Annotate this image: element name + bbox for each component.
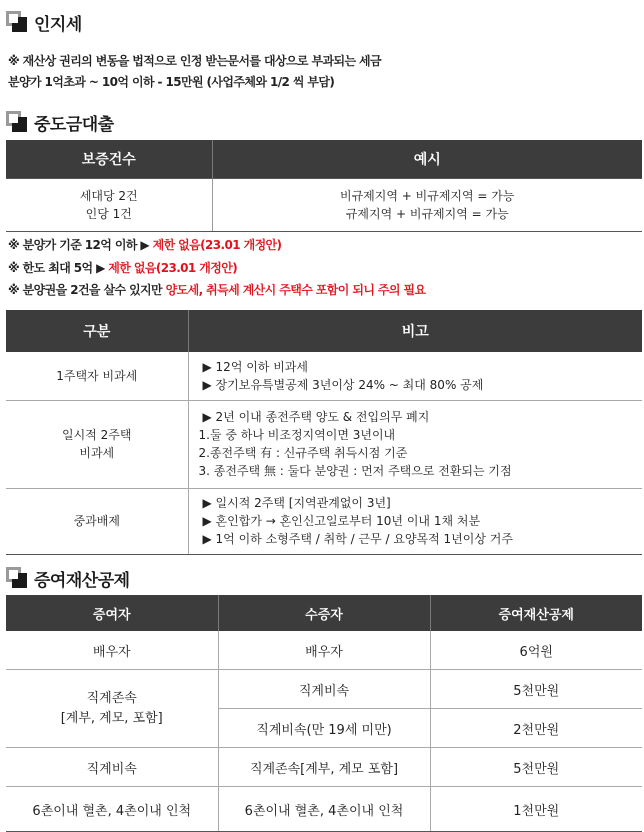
housing-tax-table	[6, 310, 642, 555]
table-row	[6, 488, 642, 554]
detail-line: ▶ 혼인합가 → 혼인신고일로부터 10년 이내 1채 처분	[202, 514, 481, 528]
loan-note	[8, 259, 237, 276]
detail-line: ▶ 일시적 2주택 [지역관계없이 3년]	[202, 496, 391, 510]
detail-line: ▶ 12억 이하 비과세	[202, 359, 308, 374]
cell-line: 세대당 2건	[79, 189, 138, 203]
detail-line: ▶ 1억 이하 소형주택 / 취학 / 근무 / 요양목적 1년이상 거주	[202, 532, 513, 546]
deduction-cell: 5천만원	[430, 670, 642, 709]
table-row	[6, 787, 642, 832]
stamp-tax-note: ※ 재산상 권리의 변동을 법적으로 인정 받는문서를 대상으로 부과되는 세금	[8, 54, 382, 68]
column-header: 예시	[212, 140, 642, 179]
recipient-cell: 6촌이내 혈촌, 4촌이내 인척	[218, 787, 430, 832]
section-title: 중도금대출	[34, 114, 114, 135]
section-bullet-icon	[6, 11, 28, 33]
note-text: ※ 한도 최대 5억 ▶	[8, 261, 109, 275]
cell-line: 비규제지역 + 비규제지역 = 가능	[340, 189, 515, 203]
recipient-cell: 배우자	[218, 631, 430, 670]
column-header: 증여재산공제	[430, 595, 642, 631]
column-header: 증여자	[6, 595, 218, 631]
table-row	[6, 400, 642, 488]
deduction-cell: 1천만원	[430, 787, 642, 832]
note-text: ※ 분양권을 2건을 살수 있지만	[8, 283, 166, 297]
table-cell	[212, 179, 642, 232]
column-header: 비고	[188, 310, 642, 352]
cell-line: 인당 1건	[85, 207, 132, 221]
recipient-cell: 직계존속[계부, 계모 포함]	[218, 748, 430, 787]
cell-line: 규제지역 + 비규제지역 = 가능	[345, 207, 509, 221]
donor-cell: 직계비속	[6, 748, 218, 787]
section-header-interim-loan	[6, 110, 114, 134]
column-header: 구분	[6, 310, 188, 352]
detail-line: ▶ 2년 이내 종전주택 양도 & 전입의무 폐지	[202, 410, 430, 424]
donor-cell: 직계존속 [계부, 계모, 포함]	[6, 670, 218, 748]
table-row	[6, 748, 642, 787]
section-bullet-icon	[6, 111, 28, 133]
deduction-cell: 2천만원	[430, 709, 642, 748]
table-row	[6, 631, 642, 670]
table-cell	[6, 179, 212, 232]
note-highlight: 양도세, 취득세 계산시 주택수 포함이 되니 주의 필요	[165, 283, 426, 297]
row-label	[6, 400, 188, 488]
column-header: 수증자	[218, 595, 430, 631]
stamp-tax-amount: 분양가 1억초과 ~ 10억 이하 - 15만원 (사업주체와 1/2 씩 부담)	[8, 75, 335, 89]
row-label	[6, 488, 188, 554]
gift-deduction-table	[6, 595, 642, 832]
section-header-stamp-tax	[6, 10, 82, 34]
section-header-gift-deduction	[6, 566, 130, 590]
label-line: 비과세	[79, 446, 115, 460]
recipient-cell: 직계비속	[218, 670, 430, 709]
recipient-cell: 직계비속(만 19세 미만)	[218, 709, 430, 748]
label-line: 중과배제	[73, 514, 120, 528]
row-detail	[188, 488, 642, 554]
loan-guarantee-table	[6, 140, 642, 232]
column-header: 보증건수	[6, 140, 212, 179]
note-highlight: 제한 없음(23.01 개정안)	[152, 238, 282, 252]
row-detail	[188, 400, 642, 488]
deduction-cell: 6억원	[430, 631, 642, 670]
detail-line: 2.종전주택 有 : 신규주택 취득시점 기준	[198, 446, 408, 460]
table-row	[6, 670, 642, 709]
detail-line: ▶ 장기보유특별공제 3년이상 24% ~ 최대 80% 공제	[202, 377, 484, 392]
note-text: ※ 분양가 기준 12억 이하 ▶	[8, 238, 153, 252]
section-title: 인지세	[34, 14, 82, 35]
row-detail	[188, 352, 642, 400]
note-highlight: 제한 없음(23.01 개정안)	[108, 261, 238, 275]
table-row	[6, 179, 642, 232]
donor-cell: 배우자	[6, 631, 218, 670]
label-line: 1주택자 비과세	[56, 368, 138, 383]
row-label	[6, 352, 188, 400]
donor-cell: 6촌이내 혈촌, 4촌이내 인척	[6, 787, 218, 832]
section-title: 증여재산공제	[34, 570, 130, 591]
detail-line: 3. 종전주택 無 : 둘다 분양권 : 먼저 주택으로 전환되는 기점	[198, 464, 512, 478]
loan-note	[8, 236, 281, 253]
table-row	[6, 352, 642, 400]
loan-note	[8, 281, 425, 298]
deduction-cell: 5천만원	[430, 748, 642, 787]
section-bullet-icon	[6, 567, 28, 589]
label-line: 일시적 2주택	[62, 428, 132, 442]
detail-line: 1.둘 중 하나 비조정지역이면 3년이내	[198, 428, 396, 442]
